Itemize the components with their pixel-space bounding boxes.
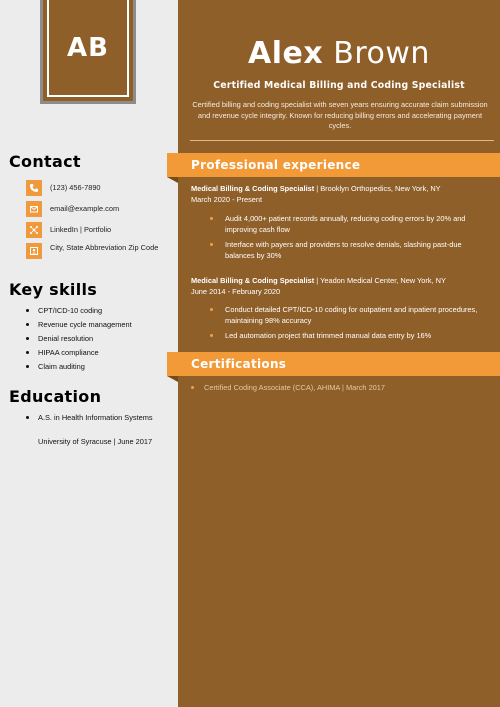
list-item: Claim auditing bbox=[26, 362, 132, 376]
candidate-name bbox=[178, 36, 500, 71]
job-title: Medical Billing & Coding Specialist bbox=[191, 184, 315, 193]
job-header bbox=[191, 276, 491, 297]
banner-fold bbox=[167, 376, 178, 382]
job-employer: | Brooklyn Orthopedics, New York, NY bbox=[314, 184, 441, 193]
id-card-icon bbox=[26, 243, 42, 259]
contact-phone bbox=[26, 180, 160, 196]
job-dates: June 2014 - February 2020 bbox=[191, 286, 281, 296]
banner-fold bbox=[167, 177, 178, 183]
monogram: AB bbox=[47, 0, 129, 97]
header-divider bbox=[190, 140, 494, 141]
phone-icon bbox=[26, 180, 42, 196]
contact-location bbox=[26, 243, 160, 259]
list-item: Conduct detailed CPT/ICD-10 coding for outpatient and inpatient procedures, maintaining 98% accuracy bbox=[210, 305, 492, 326]
list-item: Interface with payers and providers to resolve denials, slashing past-due balances by 30% bbox=[210, 240, 492, 261]
list-item: Audit 4,000+ patient records annually, reducing coding errors by 20% and improving cash flow bbox=[210, 214, 492, 235]
phone-text: (123) 456-7890 bbox=[50, 183, 101, 192]
job-title: Certified Medical Billing and Coding Specialist bbox=[213, 80, 465, 91]
network-icon bbox=[26, 222, 42, 238]
summary: Certified billing and coding specialist with seven years ensuring accurate claim submission and revenue cycle integrity. Known for reducing billing errors and accelerating payment cycles. bbox=[192, 100, 488, 130]
contact-email[interactable] bbox=[26, 201, 160, 217]
education-list bbox=[26, 413, 153, 427]
experience-banner bbox=[167, 153, 500, 177]
certifications-heading: Certifications bbox=[191, 357, 287, 371]
links-text[interactable]: LinkedIn | Portfolio bbox=[50, 225, 112, 234]
skills-heading-text: Key skills bbox=[9, 280, 98, 299]
first-name: Alex bbox=[248, 36, 324, 71]
school-text: University of Syracuse | June 2017 bbox=[38, 437, 153, 446]
certifications-banner bbox=[167, 352, 500, 376]
education-heading bbox=[9, 387, 101, 406]
job-employer: | Yeadon Medical Center, New York, NY bbox=[314, 276, 446, 285]
job-dates: March 2020 - Present bbox=[191, 194, 263, 204]
list-item: Led automation project that trimmed manual data entry by 16% bbox=[210, 331, 492, 342]
last-name: Brown bbox=[333, 36, 430, 71]
experience-heading: Professional experience bbox=[191, 158, 361, 172]
job-title: Medical Billing & Coding Specialist bbox=[191, 276, 315, 285]
skills-heading bbox=[9, 280, 97, 299]
list-item: Denial resolution bbox=[26, 334, 132, 348]
list-item: HIPAA compliance bbox=[26, 348, 132, 362]
email-text[interactable]: email@example.com bbox=[50, 204, 120, 213]
education-heading-text: Education bbox=[9, 387, 102, 406]
envelope-icon bbox=[26, 201, 42, 217]
location-text: City, State Abbreviation Zip Code bbox=[50, 243, 159, 252]
contact-links[interactable] bbox=[26, 222, 160, 238]
monogram-box bbox=[40, 0, 136, 104]
degree-text: A.S. in Health Information Systems bbox=[26, 413, 153, 427]
job-header bbox=[191, 184, 491, 205]
certification-item: Certified Coding Associate (CCA), AHIMA | March 2017 bbox=[191, 383, 385, 392]
list-item: Revenue cycle management bbox=[26, 320, 132, 334]
job-bullets bbox=[210, 305, 492, 347]
contact-heading bbox=[9, 152, 81, 171]
skills-list bbox=[26, 306, 132, 376]
contact-heading-text: Contact bbox=[9, 152, 81, 171]
job-bullets bbox=[210, 214, 492, 266]
list-item: CPT/ICD-10 coding bbox=[26, 306, 132, 320]
